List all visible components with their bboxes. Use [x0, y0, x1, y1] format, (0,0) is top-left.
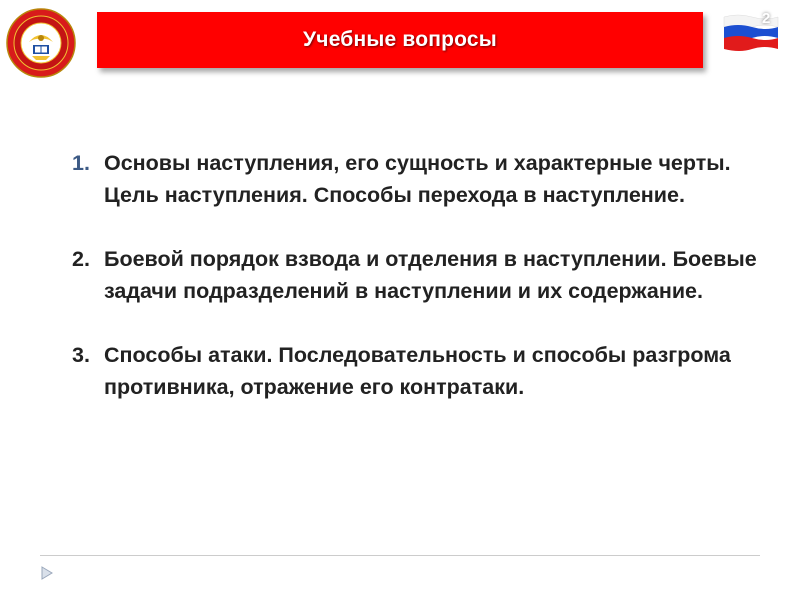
russian-flag-icon	[722, 13, 780, 51]
item-text: Основы наступления, его сущность и характерные черты. Цель наступления. Способы перехода в наступление.	[104, 151, 731, 207]
item-number: 1.	[72, 151, 90, 175]
item-text: Способы атаки. Последовательность и способы разгрома противника, отражение его контратаки.	[104, 343, 731, 399]
item-number: 2.	[72, 247, 90, 271]
item-text: Боевой порядок взвода и отделения в наступлении. Боевые задачи подразделений в наступлении и их содержание.	[104, 247, 757, 303]
list-item	[72, 244, 762, 307]
title-bar	[97, 12, 703, 68]
item-number: 3.	[72, 343, 90, 367]
emblem-icon	[6, 8, 76, 78]
slide-title: Учебные вопросы	[303, 28, 497, 51]
bottom-divider	[40, 555, 760, 556]
list-item	[72, 148, 762, 211]
list-item	[72, 340, 762, 403]
triangle-next-icon[interactable]	[40, 566, 54, 580]
page-number: 2	[762, 10, 771, 27]
questions-list	[72, 148, 762, 436]
